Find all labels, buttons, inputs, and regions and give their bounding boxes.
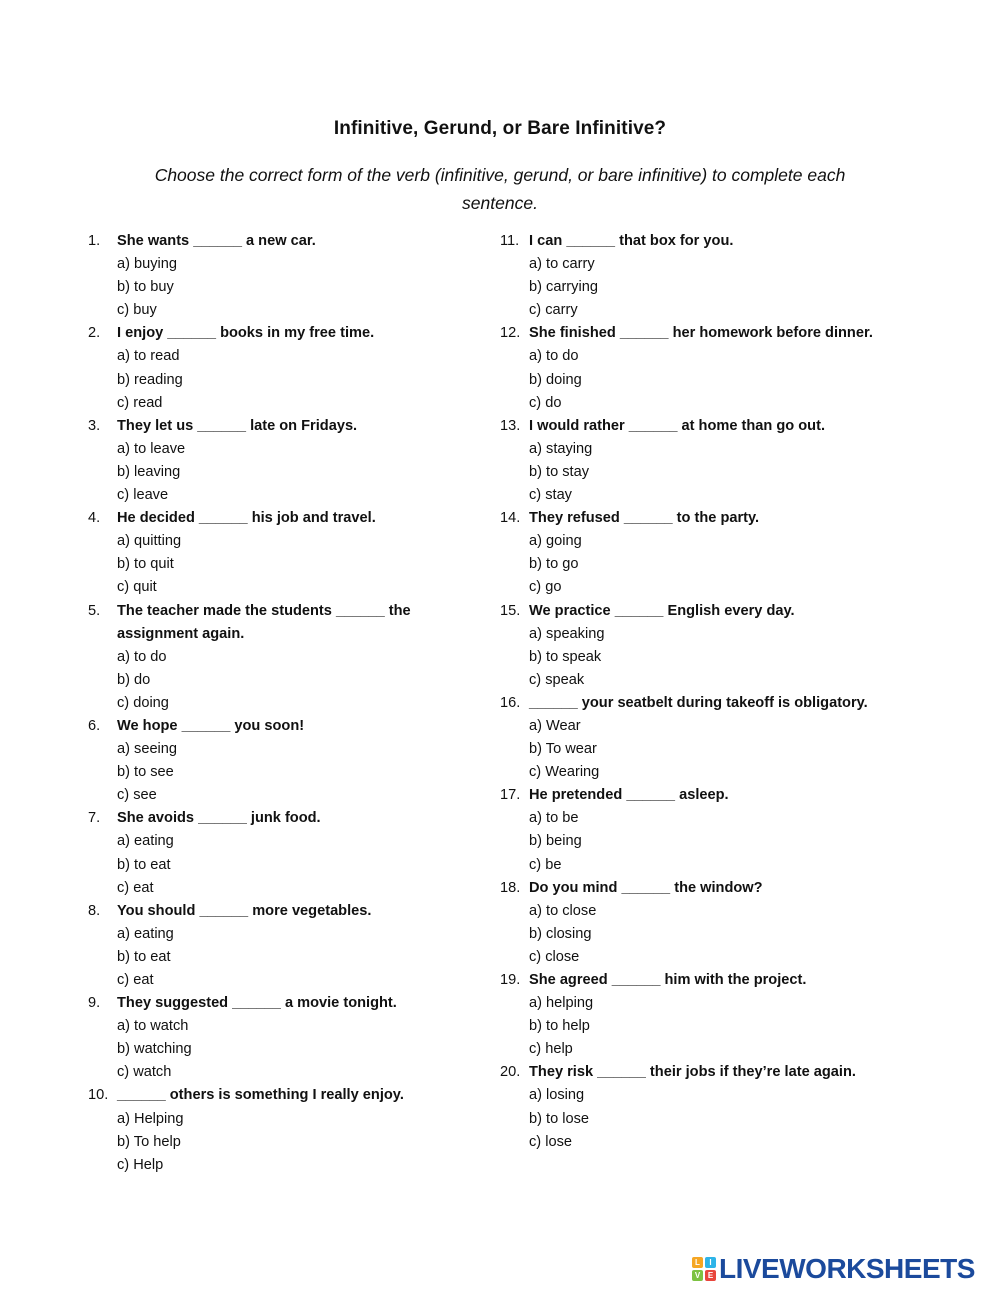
question-item [88,1084,433,1176]
question-text-before: They let us [117,417,194,434]
answer-option[interactable]: a) buying [117,256,178,273]
answer-option[interactable]: b) to lose [529,1110,590,1127]
question-item [500,969,900,1061]
question-text-before: He decided [117,510,195,527]
question-text-after: junk food. [250,810,321,827]
question-item [500,1061,900,1153]
answer-option[interactable]: a) quitting [117,533,182,550]
question-item [88,992,433,1084]
answer-option[interactable]: c) carry [529,302,578,319]
question-text-after: a movie tonight. [284,995,397,1012]
answer-option[interactable]: a) helping [529,995,594,1012]
question-text-before: You should [117,902,196,919]
question-number: 1. [88,233,101,249]
question-item [88,322,433,414]
answer-option[interactable]: c) Help [117,1156,164,1173]
question-text-after: the window? [674,879,763,896]
answer-option[interactable]: a) to close [529,902,597,919]
answer-blank[interactable]: ______ [529,694,578,711]
answer-option[interactable]: c) read [117,394,163,411]
question-text [117,1084,433,1107]
question-text-before: I can [529,233,563,249]
question-text-after: late on Fridays. [250,417,358,434]
question-text [529,1061,900,1084]
answer-blank[interactable]: ______ [623,510,673,527]
logo-text: LIVEWORKSHEETS [719,1253,975,1284]
answer-option[interactable]: c) be [529,856,562,873]
question-text-before: She agreed [529,972,608,988]
question-number: 20. [500,1064,521,1081]
question-text-after: their jobs if they’re late again. [649,1064,856,1081]
question-text-after: her homework before dinner. [672,325,873,342]
answer-option[interactable]: c) close [529,948,580,965]
question-number: 13. [500,417,521,434]
answer-option[interactable]: a) Helping [117,1110,184,1127]
answer-option[interactable]: b) To wear [529,741,597,758]
question-number: 8. [88,902,101,919]
question-number: 6. [88,717,101,734]
answer-option[interactable]: a) seeing [117,741,178,758]
answer-option[interactable]: b) to eat [117,856,171,873]
answer-blank[interactable]: ______ [621,879,671,896]
answer-option[interactable]: a) eating [117,925,174,942]
answer-option[interactable]: a) to carry [529,256,595,273]
question-text [529,507,900,530]
answer-option[interactable]: c) Wearing [529,764,600,781]
answer-option[interactable]: b) To help [117,1133,181,1150]
question-text [117,507,433,530]
question-text-before: We hope [117,717,178,734]
question-text [529,322,900,345]
answer-blank[interactable]: ______ [597,1064,646,1081]
answer-blank[interactable]: ______ [198,510,248,527]
answer-option[interactable]: c) lose [529,1133,572,1150]
answer-blank[interactable]: ______ [197,417,246,434]
question-item [88,807,433,899]
answer-option[interactable]: b) to eat [117,948,171,965]
answer-option[interactable]: c) speak [529,671,585,688]
answer-blank[interactable]: ______ [626,787,676,804]
logo-mark-tile: V [692,1270,703,1281]
question-item [88,715,433,807]
answer-option[interactable]: a) to do [117,648,167,665]
question-number: 12. [500,325,521,342]
question-number: 2. [88,325,101,342]
question-text-before: Do you mind [529,879,618,896]
logo-mark-tile: I [705,1257,716,1268]
question-text [117,415,433,438]
question-text [117,992,433,1015]
question-text-before: The teacher made the students [117,602,332,619]
answer-option[interactable]: c) eat [117,879,154,896]
question-item [500,600,900,692]
question-text-after: books in my free time. [220,325,375,342]
question-number: 3. [88,417,101,434]
answer-option[interactable]: c) quit [117,579,157,596]
question-text-after: your seatbelt during takeoff is obligatory. [581,694,868,711]
question-text [117,715,433,738]
question-item [88,415,433,507]
question-number: 15. [500,602,521,619]
question-text-after: English every day. [667,602,795,619]
question-number: 9. [88,995,101,1012]
question-text-after: at home than go out. [681,417,826,434]
questions-column-right [500,230,900,1154]
answer-blank[interactable]: ______ [619,325,669,342]
answer-option[interactable]: b) to buy [117,279,174,296]
question-item [500,877,900,969]
question-text-before: He pretended [529,787,623,804]
question-number: 5. [88,602,101,619]
worksheet-instructions: Choose the correct form of the verb (infinitive, gerund, or bare infinitive) to complete each sentence. [154,165,846,213]
question-text [529,877,900,900]
answer-option[interactable]: b) carrying [529,279,598,296]
question-number: 16. [500,694,521,711]
question-text-after: to the party. [676,510,760,527]
answer-option[interactable]: b) leaving [117,463,181,480]
question-item [500,784,900,876]
question-number: 14. [500,510,521,527]
question-text-before: We practice [529,602,611,619]
question-text-before: She wants [117,233,190,249]
question-text [529,969,900,992]
answer-option[interactable]: a) going [529,533,582,550]
question-text [117,230,433,253]
question-text [117,322,433,345]
answer-option[interactable]: c) buy [117,302,157,319]
question-text-after: others is something I really enjoy. [169,1087,404,1104]
question-number: 19. [500,972,521,988]
answer-option[interactable]: b) to speak [529,648,602,665]
question-text-after: asleep. [679,787,729,804]
answer-option[interactable]: b) to quit [117,556,174,573]
question-number: 7. [88,810,101,827]
answer-blank[interactable]: ______ [335,602,385,619]
question-text [529,230,900,253]
answer-blank[interactable]: ______ [198,810,247,827]
question-item [88,600,433,715]
questions-column-left [88,230,433,1177]
question-text-after: that box for you. [619,233,734,249]
answer-option[interactable]: c) watch [117,1064,172,1081]
question-item [500,322,900,414]
answer-blank[interactable]: ______ [167,325,216,342]
liveworksheets-logo[interactable] [692,1253,988,1285]
answer-option[interactable]: a) eating [117,833,174,850]
question-text-after: a new car. [246,233,316,249]
answer-option[interactable]: b) being [529,833,582,850]
question-text-after: you soon! [234,717,305,734]
question-text-before: They risk [529,1064,594,1081]
answer-option[interactable]: b) to stay [529,463,590,480]
question-text [117,600,433,646]
answer-option[interactable]: b) do [117,671,151,688]
answer-option[interactable]: a) Wear [529,717,581,734]
answer-option[interactable]: c) leave [117,487,169,504]
answer-option[interactable]: c) see [117,787,157,804]
answer-option[interactable]: b) to see [117,764,174,781]
logo-mark-tile: L [692,1257,703,1268]
answer-option[interactable]: a) to do [529,348,579,365]
question-text-before: I would rather [529,417,625,434]
question-text [529,692,900,715]
question-number: 4. [88,510,101,527]
answer-option[interactable]: a) speaking [529,625,605,642]
answer-blank[interactable]: ______ [628,417,678,434]
question-text-before: She avoids [117,810,195,827]
worksheet-title: Infinitive, Gerund, or Bare Infinitive? [333,118,667,139]
answer-option[interactable]: a) to be [529,810,579,827]
answer-option[interactable]: a) to read [117,348,180,365]
answer-option[interactable]: b) reading [117,371,183,388]
question-text-before: She finished [529,325,616,342]
question-text-after: him with the project. [664,972,807,988]
answer-blank[interactable]: ______ [566,233,616,249]
answer-blank[interactable]: ______ [199,902,249,919]
question-text-after: more vegetables. [252,902,372,919]
question-text [529,600,900,623]
answer-option[interactable]: b) closing [529,925,592,942]
answer-option[interactable]: b) to go [529,556,579,573]
answer-blank[interactable]: ______ [614,602,664,619]
question-item [500,692,900,784]
answer-option[interactable]: b) doing [529,371,582,388]
question-text [117,807,433,830]
question-text [529,784,900,807]
question-item [500,415,900,507]
question-number: 11. [500,233,520,249]
answer-option[interactable]: c) stay [529,487,572,504]
question-text-before: I enjoy [117,325,164,342]
answer-blank[interactable]: ______ [117,1087,166,1104]
question-item [500,230,900,322]
question-text-before: They suggested [117,995,229,1012]
answer-blank[interactable]: ______ [232,995,281,1012]
answer-option[interactable]: a) to watch [117,1018,189,1035]
answer-option[interactable]: c) help [529,1041,573,1058]
answer-blank[interactable]: ______ [611,972,661,988]
question-item [88,230,433,322]
question-number: 10. [88,1087,109,1104]
question-text [529,415,900,438]
logo-mark-icon [692,1257,716,1281]
question-text-after: his job and travel. [251,510,376,527]
question-text-after: the assignment again. [117,602,411,642]
logo-mark-tile: E [705,1270,716,1281]
question-text-before: They refused [529,510,620,527]
answer-option[interactable]: a) staying [529,440,593,457]
question-item [88,900,433,992]
answer-option[interactable]: a) to leave [117,440,186,457]
question-number: 17. [500,787,521,804]
answer-option[interactable]: c) do [529,394,562,411]
answer-blank[interactable]: ______ [193,233,242,249]
answer-blank[interactable]: ______ [181,717,231,734]
answer-option[interactable]: b) watching [117,1041,192,1058]
question-item [88,507,433,599]
question-text [117,900,433,923]
answer-option[interactable]: c) doing [117,694,169,711]
answer-option[interactable]: b) to help [529,1018,590,1035]
question-number: 18. [500,879,521,896]
question-item [500,507,900,599]
answer-option[interactable]: c) go [529,579,562,596]
answer-option[interactable]: a) losing [529,1087,585,1104]
answer-option[interactable]: c) eat [117,972,154,988]
